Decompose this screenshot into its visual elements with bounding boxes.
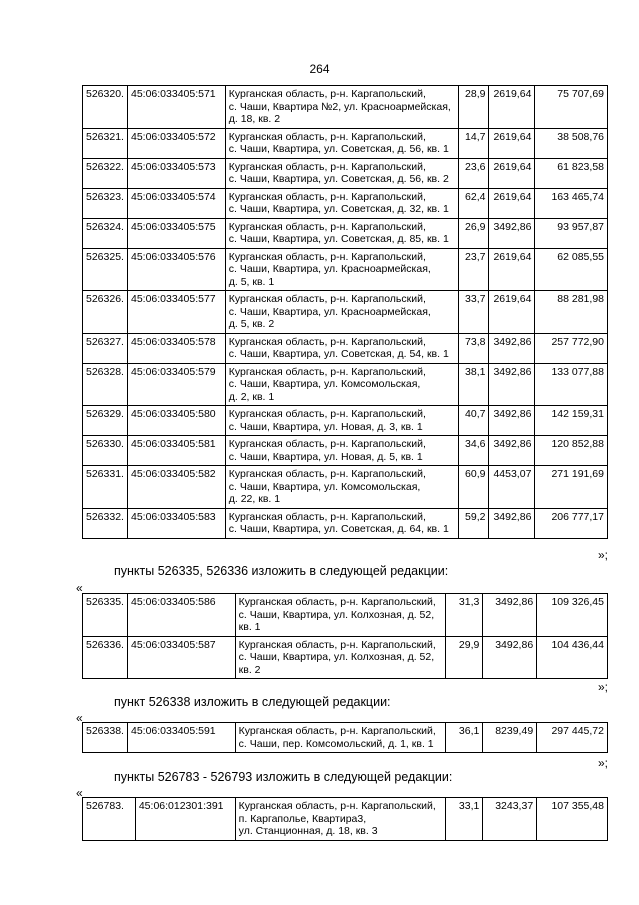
item-number-cell: 526329. xyxy=(83,406,128,436)
rate-cell: 3492,86 xyxy=(483,594,537,637)
address-line: Курганская область, р-н. Каргапольский, xyxy=(228,250,426,263)
table-row xyxy=(83,636,608,679)
address-line: п. Каргаполье, Квартира3, xyxy=(238,812,367,825)
table-row xyxy=(83,218,608,248)
address-cell xyxy=(225,291,458,334)
cadastral-number-cell: 45:06:033405:587 xyxy=(127,636,235,679)
item-number-cell: 526335. xyxy=(83,594,128,637)
address-line: Курганская область, р-н. Каргапольский, xyxy=(228,160,426,173)
amendment-instruction: пункты 526335, 526336 изложить в следующей редакции: xyxy=(114,564,449,578)
cadastral-value-cell: 297 445,72 xyxy=(537,723,608,753)
address-line: с. Чаши, Квартира, ул. Советская, д. 64, кв. 1 xyxy=(228,523,449,535)
rate-cell: 2619,64 xyxy=(489,86,535,129)
amendment-instruction: пункт 526338 изложить в следующей редакции: xyxy=(114,695,391,709)
rate-cell: 2619,64 xyxy=(489,248,535,291)
address-line: Курганская область, р-н. Каргапольский, xyxy=(228,468,426,480)
cadastral-number-cell: 45:06:033405:578 xyxy=(127,333,225,363)
table-row xyxy=(83,406,608,436)
table-row xyxy=(83,466,608,509)
item-number-cell: 526783. xyxy=(83,798,136,841)
item-number-cell: 526327. xyxy=(83,333,128,363)
item-number-cell: 526321. xyxy=(83,128,128,158)
address-line: с. Чаши, Квартира №2, ул. Красноармейская, xyxy=(228,100,451,113)
cadastral-value-cell: 75 707,69 xyxy=(535,86,608,129)
address-line: Курганская область, р-н. Каргапольский, xyxy=(228,88,426,100)
cadastral-number-cell: 45:06:033405:583 xyxy=(127,508,225,538)
address-line: кв. 1 xyxy=(238,621,261,633)
area-cell: 36,1 xyxy=(445,723,483,753)
opening-quote: « xyxy=(76,786,83,800)
property-table-1 xyxy=(82,85,608,539)
cadastral-value-cell: 206 777,17 xyxy=(535,508,608,538)
area-cell: 59,2 xyxy=(458,508,489,538)
item-number-cell: 526320. xyxy=(83,86,128,129)
area-cell: 60,9 xyxy=(458,466,489,509)
item-number-cell: 526324. xyxy=(83,218,128,248)
cadastral-number-cell: 45:06:033405:571 xyxy=(127,86,225,129)
address-line: с. Чаши, Квартира, ул. Советская, д. 56, кв. 2 xyxy=(228,173,449,185)
address-line: Курганская область, р-н. Каргапольский, xyxy=(228,438,426,450)
address-cell xyxy=(225,218,458,248)
item-number-cell: 526336. xyxy=(83,636,128,679)
address-cell xyxy=(225,406,458,436)
address-line: Курганская область, р-н. Каргапольский, xyxy=(228,365,426,378)
area-cell: 33,7 xyxy=(458,291,489,334)
area-cell: 28,9 xyxy=(458,86,489,129)
rate-cell: 2619,64 xyxy=(489,158,535,188)
item-number-cell: 526332. xyxy=(83,508,128,538)
property-table-4 xyxy=(82,797,608,841)
opening-quote: « xyxy=(76,711,83,725)
address-cell xyxy=(235,798,445,841)
cadastral-number-cell: 45:06:033405:580 xyxy=(127,406,225,436)
cadastral-value-cell: 62 085,55 xyxy=(535,248,608,291)
address-line: Курганская область, р-н. Каргапольский, xyxy=(228,408,426,420)
rate-cell: 3492,86 xyxy=(489,363,535,406)
table-row xyxy=(83,723,608,753)
cadastral-value-cell: 88 281,98 xyxy=(535,291,608,334)
address-line: с. Чаши, Квартира, ул. Новая, д. 3, кв. 1 xyxy=(228,420,423,433)
area-cell: 34,6 xyxy=(458,436,489,466)
table-row xyxy=(83,248,608,291)
address-cell xyxy=(225,188,458,218)
cadastral-value-cell: 163 465,74 xyxy=(535,188,608,218)
area-cell: 14,7 xyxy=(458,128,489,158)
cadastral-value-cell: 257 772,90 xyxy=(535,333,608,363)
cadastral-number-cell: 45:06:012301:391 xyxy=(135,798,235,841)
closing-quote: »; xyxy=(597,680,608,694)
address-line: с. Чаши, Квартира, ул. Советская, д. 32, кв. 1 xyxy=(228,203,449,215)
address-line: д. 22, кв. 1 xyxy=(228,493,281,505)
address-line: с. Чаши, пер. Комсомольский, д. 1, кв. 1 xyxy=(238,737,434,750)
table-row xyxy=(83,594,608,637)
table-row xyxy=(83,363,608,406)
page-number: 264 xyxy=(309,62,330,76)
address-line: кв. 2 xyxy=(238,663,261,676)
rate-cell: 3492,86 xyxy=(489,508,535,538)
address-line: Курганская область, р-н. Каргапольский, xyxy=(228,335,426,348)
cadastral-number-cell: 45:06:033405:586 xyxy=(127,594,235,637)
rate-cell: 3492,86 xyxy=(483,636,537,679)
address-line: Курганская область, р-н. Каргапольский, xyxy=(228,293,426,305)
cadastral-value-cell: 38 508,76 xyxy=(535,128,608,158)
address-line: д. 18, кв. 2 xyxy=(228,113,281,125)
address-line: Курганская область, р-н. Каргапольский, xyxy=(228,510,426,523)
property-table-3 xyxy=(82,722,608,753)
table-row xyxy=(83,798,608,841)
item-number-cell: 526330. xyxy=(83,436,128,466)
cadastral-value-cell: 93 957,87 xyxy=(535,218,608,248)
address-cell xyxy=(225,466,458,509)
cadastral-value-cell: 271 191,69 xyxy=(535,466,608,509)
table-row xyxy=(83,158,608,188)
cadastral-value-cell: 104 436,44 xyxy=(537,636,608,679)
address-line: д. 5, кв. 2 xyxy=(228,318,275,330)
cadastral-number-cell: 45:06:033405:591 xyxy=(127,723,235,753)
item-number-cell: 526325. xyxy=(83,248,128,291)
table-row xyxy=(83,333,608,363)
cadastral-value-cell: 61 823,58 xyxy=(535,158,608,188)
address-cell xyxy=(225,86,458,129)
address-cell xyxy=(225,363,458,406)
closing-quote: »; xyxy=(597,756,608,770)
cadastral-number-cell: 45:06:033405:574 xyxy=(127,188,225,218)
table-row xyxy=(83,128,608,158)
table-row xyxy=(83,86,608,129)
address-line: Курганская область, р-н. Каргапольский, xyxy=(238,638,436,651)
address-line: с. Чаши, Квартира, ул. Новая, д. 5, кв. 1 xyxy=(228,450,423,463)
cadastral-value-cell: 142 159,31 xyxy=(535,406,608,436)
address-cell xyxy=(235,594,445,637)
rate-cell: 8239,49 xyxy=(483,723,537,753)
area-cell: 31,3 xyxy=(445,594,483,637)
cadastral-number-cell: 45:06:033405:577 xyxy=(127,291,225,334)
address-cell xyxy=(225,333,458,363)
address-line: с. Чаши, Квартира, ул. Советская, д. 54, кв. 1 xyxy=(228,348,449,360)
rate-cell: 2619,64 xyxy=(489,128,535,158)
address-line: с. Чаши, Квартира, ул. Колхозная, д. 52, xyxy=(238,651,435,663)
item-number-cell: 526322. xyxy=(83,158,128,188)
address-line: Курганская область, р-н. Каргапольский, xyxy=(228,130,426,143)
cadastral-value-cell: 109 326,45 xyxy=(537,594,608,637)
address-line: с. Чаши, Квартира, ул. Красноармейская, xyxy=(228,305,431,318)
address-line: ул. Станционная, д. 18, кв. 3 xyxy=(238,825,378,837)
amendment-instruction: пункты 526783 - 526793 изложить в следующей редакции: xyxy=(114,770,453,784)
rate-cell: 2619,64 xyxy=(489,188,535,218)
cadastral-number-cell: 45:06:033405:582 xyxy=(127,466,225,509)
item-number-cell: 526323. xyxy=(83,188,128,218)
address-line: с. Чаши, Квартира, ул. Советская, д. 85, кв. 1 xyxy=(228,233,449,245)
cadastral-number-cell: 45:06:033405:579 xyxy=(127,363,225,406)
address-line: д. 2, кв. 1 xyxy=(228,390,275,403)
rate-cell: 3492,86 xyxy=(489,406,535,436)
cadastral-number-cell: 45:06:033405:572 xyxy=(127,128,225,158)
rate-cell: 3492,86 xyxy=(489,436,535,466)
area-cell: 26,9 xyxy=(458,218,489,248)
cadastral-number-cell: 45:06:033405:573 xyxy=(127,158,225,188)
address-cell xyxy=(225,436,458,466)
area-cell: 73,8 xyxy=(458,333,489,363)
area-cell: 33,1 xyxy=(445,798,483,841)
area-cell: 62,4 xyxy=(458,188,489,218)
cadastral-number-cell: 45:06:033405:576 xyxy=(127,248,225,291)
address-line: с. Чаши, Квартира, ул. Колхозная, д. 52, xyxy=(238,608,435,621)
rate-cell: 3243,37 xyxy=(483,798,537,841)
area-cell: 23,6 xyxy=(458,158,489,188)
rate-cell: 3492,86 xyxy=(489,218,535,248)
area-cell: 23,7 xyxy=(458,248,489,291)
cadastral-number-cell: 45:06:033405:581 xyxy=(127,436,225,466)
table-row xyxy=(83,188,608,218)
table-row xyxy=(83,436,608,466)
address-cell xyxy=(225,508,458,538)
item-number-cell: 526338. xyxy=(83,723,128,753)
property-table-2 xyxy=(82,593,608,679)
address-cell xyxy=(225,158,458,188)
address-line: Курганская область, р-н. Каргапольский, xyxy=(238,725,436,737)
address-line: Курганская область, р-н. Каргапольский, xyxy=(228,220,426,233)
closing-quote: »; xyxy=(597,548,608,562)
table-row xyxy=(83,291,608,334)
cadastral-value-cell: 120 852,88 xyxy=(535,436,608,466)
address-line: с. Чаши, Квартира, ул. Комсомольская, xyxy=(228,480,421,493)
address-line: с. Чаши, Квартира, ул. Красноармейская, xyxy=(228,263,431,275)
table-row xyxy=(83,508,608,538)
address-cell xyxy=(235,636,445,679)
rate-cell: 2619,64 xyxy=(489,291,535,334)
rate-cell: 3492,86 xyxy=(489,333,535,363)
opening-quote: « xyxy=(76,581,83,595)
item-number-cell: 526331. xyxy=(83,466,128,509)
address-cell xyxy=(225,128,458,158)
item-number-cell: 526326. xyxy=(83,291,128,334)
cadastral-number-cell: 45:06:033405:575 xyxy=(127,218,225,248)
cadastral-value-cell: 133 077,88 xyxy=(535,363,608,406)
rate-cell: 4453,07 xyxy=(489,466,535,509)
address-line: Курганская область, р-н. Каргапольский, xyxy=(238,596,436,608)
cadastral-value-cell: 107 355,48 xyxy=(537,798,608,841)
address-line: Курганская область, р-н. Каргапольский, xyxy=(238,800,436,812)
area-cell: 38,1 xyxy=(458,363,489,406)
area-cell: 40,7 xyxy=(458,406,489,436)
address-line: д. 5, кв. 1 xyxy=(228,275,275,288)
address-line: с. Чаши, Квартира, ул. Комсомольская, xyxy=(228,378,421,390)
item-number-cell: 526328. xyxy=(83,363,128,406)
area-cell: 29,9 xyxy=(445,636,483,679)
address-line: с. Чаши, Квартира, ул. Советская, д. 56, кв. 1 xyxy=(228,143,449,155)
address-line: Курганская область, р-н. Каргапольский, xyxy=(228,190,426,203)
address-cell xyxy=(235,723,445,753)
address-cell xyxy=(225,248,458,291)
